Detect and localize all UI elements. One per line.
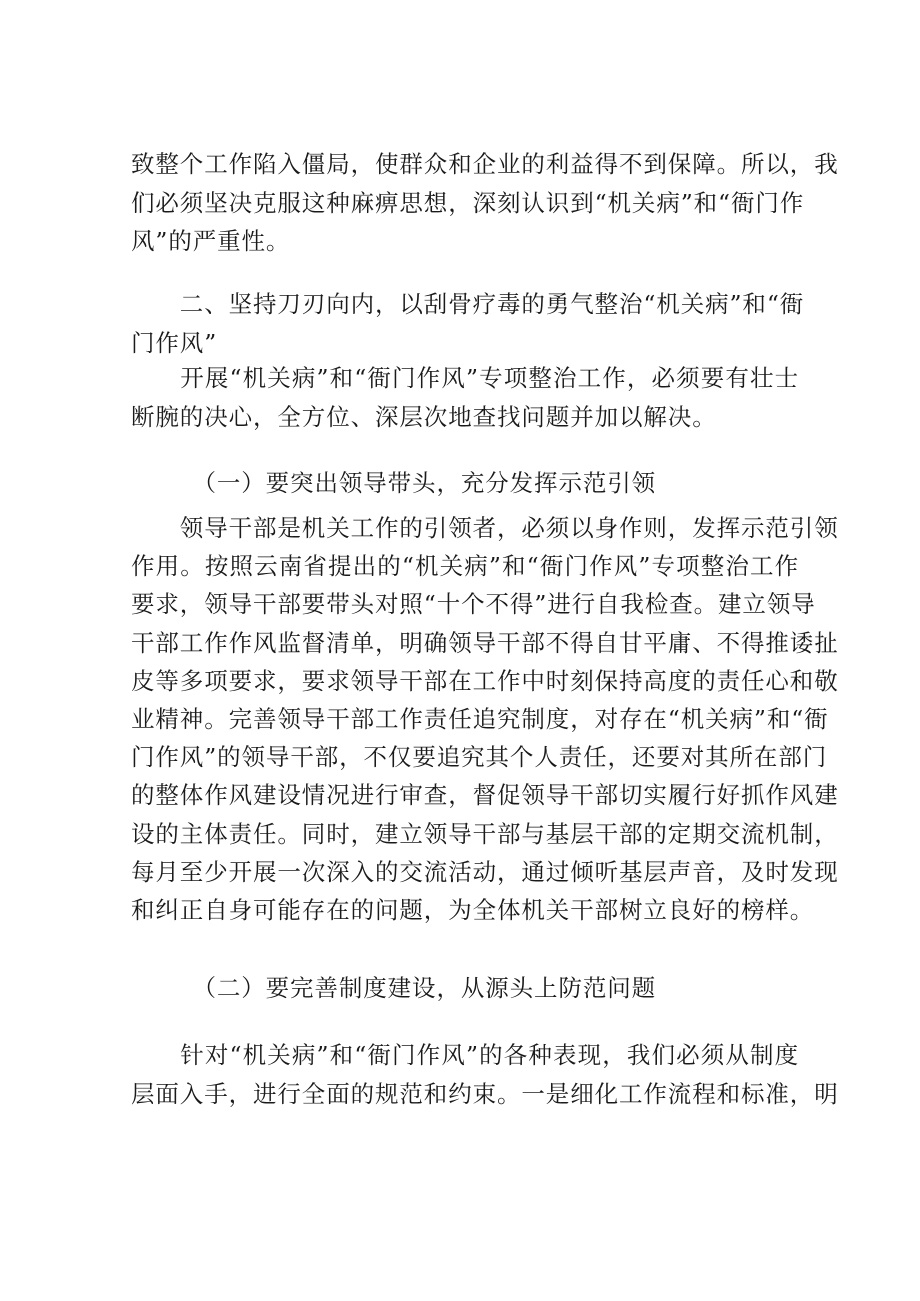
text-line: 和纠正自身可能存在的问题，为全体机关干部树立良好的榜样。 xyxy=(131,895,815,924)
text-line: 层面入手，进行全面的规范和约束。一是细化工作流程和标准，明 xyxy=(131,1079,839,1108)
text-line: （二）要完善制度建设，从源头上防范问题 xyxy=(131,974,657,1002)
text-line: 的整体作风建设情况进行审查，督促领导干部切实履行好抓作风建 xyxy=(131,781,839,810)
text-line: 二、坚持刀刃向内，以刮骨疗毒的勇气整治“机关病”和“衙 xyxy=(131,290,805,318)
text-line: 致整个工作陷入僵局，使群众和企业的利益得不到保障。所以，我 xyxy=(131,150,839,178)
subsection-heading xyxy=(131,969,799,1008)
text-line: 设的主体责任。同时，建立领导干部与基层干部的定期交流机制， xyxy=(131,819,839,848)
text-line: 干部工作作风监督清单，明确领导干部不得自甘平庸、不得推诿扯 xyxy=(131,628,839,657)
paragraph xyxy=(131,1036,839,1113)
text-line: 作用。按照云南省提出的“机关病”和“衙门作风”专项整治工作 xyxy=(131,552,799,581)
text-line: 风”的严重性。 xyxy=(131,227,291,255)
text-line: 每月至少开展一次深入的交流活动，通过倾听基层声音，及时发现 xyxy=(131,857,839,886)
text-line: 领导干部是机关工作的引领者，必须以身作则，发挥示范引领 xyxy=(131,514,839,542)
text-line: 断腕的决心，全方位、深层次地查找问题并加以解决。 xyxy=(131,402,717,431)
text-line: 业精神。完善领导干部工作责任追究制度，对存在“机关病”和“衙 xyxy=(131,704,829,733)
paragraph xyxy=(131,359,799,436)
text-line: （一）要突出领导带头，充分发挥示范引领 xyxy=(131,469,657,497)
text-line: 要求，领导干部要带头对照“十个不得”进行自我检查。建立领导 xyxy=(131,590,816,619)
text-line: 们必须坚决克服这种麻痹思想，深刻认识到“机关病”和“衙门作 xyxy=(131,188,805,217)
section-heading xyxy=(131,285,805,362)
text-line: 门作风”的领导干部，不仅要追究其个人责任，还要对其所在部门 xyxy=(131,743,828,772)
subsection-heading xyxy=(131,464,799,503)
text-line: 皮等多项要求，要求领导干部在工作中时刻保持高度的责任心和敬 xyxy=(131,666,839,695)
text-line: 开展“机关病”和“衙门作风”专项整治工作，必须要有壮士 xyxy=(131,364,799,392)
paragraph xyxy=(131,145,839,261)
text-line: 门作风” xyxy=(131,328,218,357)
paragraph xyxy=(131,509,839,929)
text-line: 针对“机关病”和“衙门作风”的各种表现，我们必须从制度 xyxy=(131,1041,799,1069)
